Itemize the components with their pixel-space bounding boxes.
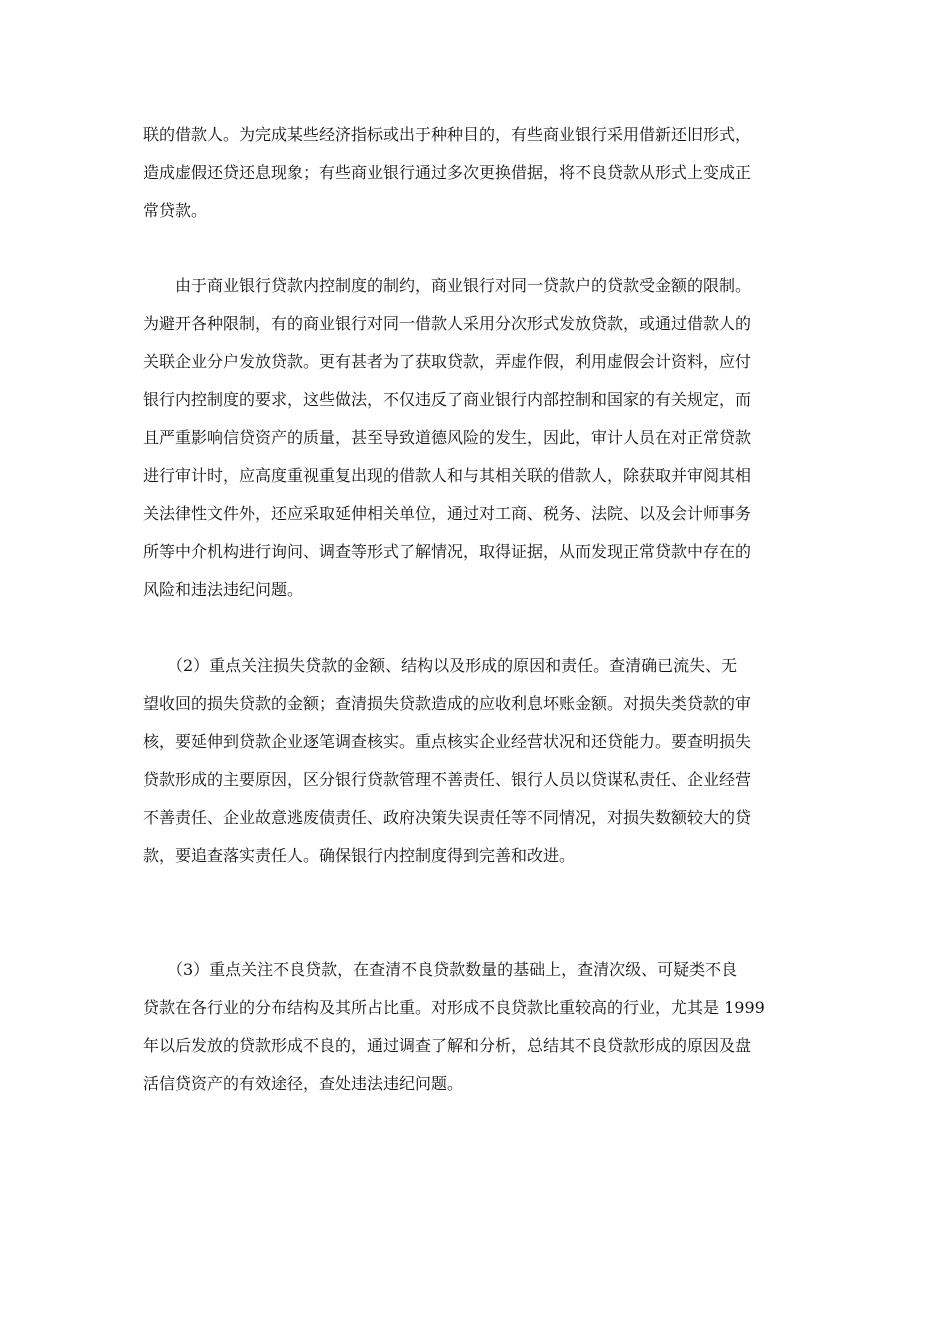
text-line: 望收回的损失贷款的金额；查清损失贷款造成的应收利息坏账金额。对损失类贷款的审 [143,694,752,713]
text-line: 活信贷资产的有效途径，查处违法违纪问题。 [143,1074,464,1093]
text-line: 造成虚假还贷还息现象；有些商业银行通过多次更换借据，将不良贷款从形式上变成正 [143,163,752,182]
text-line: 银行内控制度的要求，这些做法，不仅违反了商业银行内部控制和国家的有关规定，而 [143,390,752,409]
text-line: （2）重点关注损失贷款的金额、结构以及形成的原因和责任。查清确已流失、无 [143,656,738,675]
text-line: 风险和违法违纪问题。 [143,580,304,599]
text-line: 联的借款人。为完成某些经济指标或出于种种目的，有些商业银行采用借新还旧形式， [143,125,752,144]
text-line: 关联企业分户发放贷款。更有甚者为了获取贷款，弄虚作假，利用虚假会计资料，应付 [143,352,752,371]
text-line: 贷款形成的主要原因，区分银行贷款管理不善责任、银行人员以贷谋私责任、企业经营 [143,770,752,789]
paragraph-loss-loans [143,647,751,875]
text-line: 常贷款。 [143,201,208,220]
paragraph-nonperforming-loans [143,951,765,1103]
text-line: 关法律性文件外，还应采取延伸相关单位，通过对工商、税务、法院、以及会计师事务 [143,504,752,523]
text-line: 不善责任、企业故意逃废债责任、政府决策失误责任等不同情况，对损失数额较大的贷 [143,808,752,827]
text-line: 核，要延伸到贷款企业逐笔调查核实。重点核实企业经营状况和还贷能力。要查明损失 [143,732,752,751]
text-line: 为避开各种限制，有的商业银行对同一借款人采用分次形式发放贷款，或通过借款人的 [143,314,752,333]
text-line: 进行审计时，应高度重视重复出现的借款人和与其相关联的借款人，除获取并审阅其相 [143,466,752,485]
text-line: （3）重点关注不良贷款，在查清不良贷款数量的基础上，查清次级、可疑类不良 [143,960,738,979]
text-line: 由于商业银行贷款内控制度的制约，商业银行对同一贷款户的贷款受金额的限制。 [143,276,752,295]
text-line: 款，要追查落实责任人。确保银行内控制度得到完善和改进。 [143,846,576,865]
paragraph-loan-controls [143,267,751,609]
paragraph-continuation [143,116,751,230]
text-line: 年以后发放的贷款形成不良的，通过调查了解和分析，总结其不良贷款形成的原因及盘 [143,1036,752,1055]
text-line: 所等中介机构进行询问、调查等形式了解情况，取得证据，从而发现正常贷款中存在的 [143,542,752,561]
text-line: 贷款在各行业的分布结构及其所占比重。对形成不良贷款比重较高的行业，尤其是 1999 [143,998,765,1017]
text-line: 且严重影响信贷资产的质量，甚至导致道德风险的发生，因此，审计人员在对正常贷款 [143,428,752,447]
